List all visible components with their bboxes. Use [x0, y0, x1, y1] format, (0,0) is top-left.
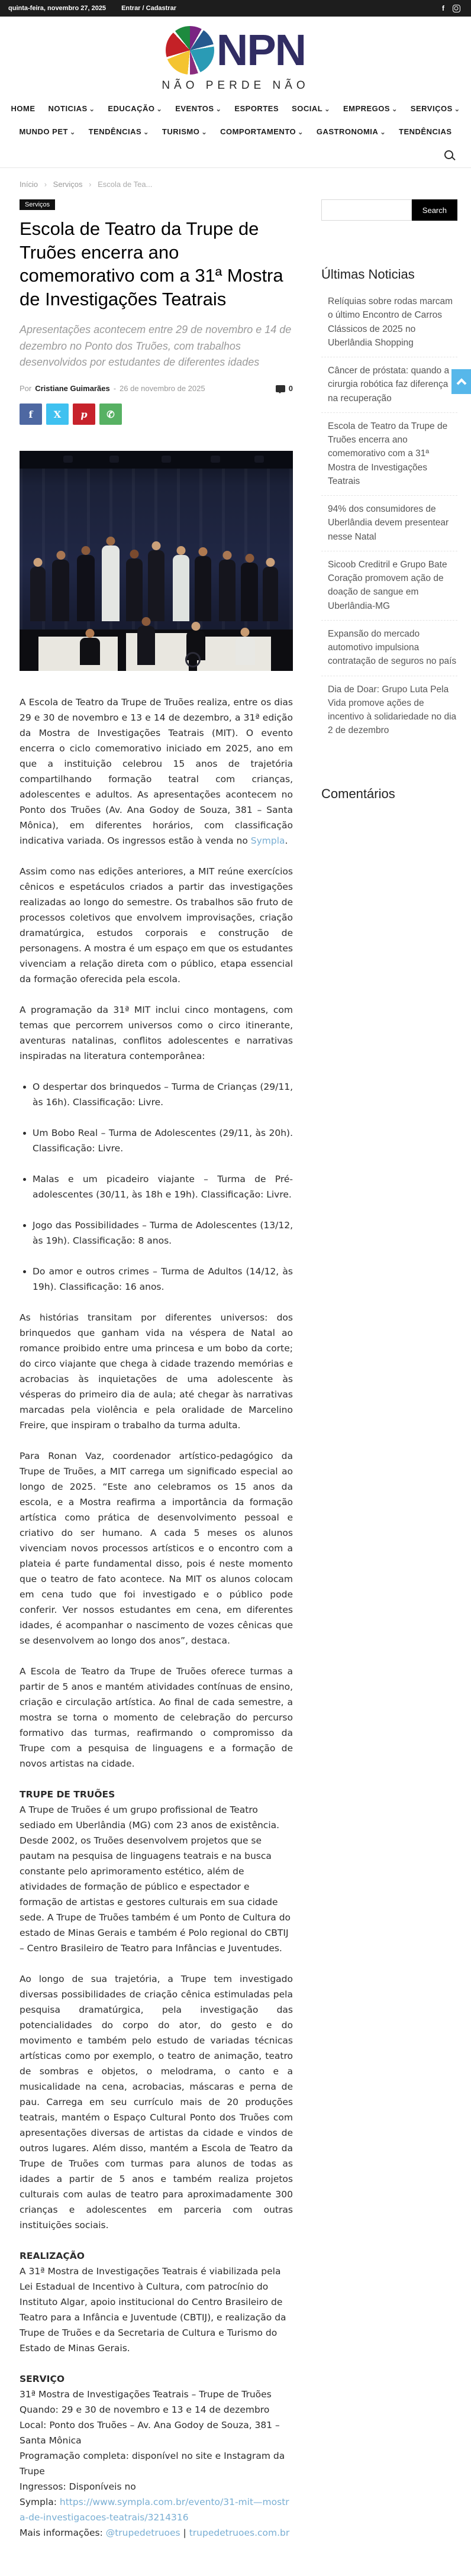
category-badge[interactable]: Serviços: [20, 199, 55, 210]
nav-row-1: [0, 104, 471, 113]
latest-news-item[interactable]: Escola de Teatro da Trupe de Truões encerra ano comemorativo com a 31ª Mostra de Investigações Teatrais: [321, 413, 457, 496]
nav-label: EVENTOS: [175, 104, 214, 113]
program-list: [22, 1079, 293, 1295]
author-link[interactable]: Cristiane Guimarães: [35, 384, 110, 393]
facebook-icon[interactable]: f: [442, 4, 444, 12]
instagram-handle-link[interactable]: @trupedetruoes: [105, 2527, 180, 2539]
nav-label: COMPORTAMENTO: [220, 127, 296, 136]
latest-news-item[interactable]: Câncer de próstata: quando a cirurgia robótica faz diferença na recuperação: [321, 357, 457, 413]
section-heading-realizacao: REALIZAÇÃO: [20, 2251, 85, 2262]
top-bar: [0, 0, 471, 17]
nav-item-empregos[interactable]: [343, 104, 398, 113]
instagram-icon[interactable]: [450, 4, 463, 13]
nav-item-educacao[interactable]: [108, 104, 162, 113]
service-line-5: Ingressos: Disponíveis no: [20, 2481, 136, 2493]
service-separator: |: [180, 2527, 189, 2539]
latest-news-item[interactable]: Relíquias sobre rodas marcam o último Encontro de Carros Clássicos de 2025 no Uberlândia Shopping: [321, 288, 457, 357]
article-body: [20, 695, 293, 2541]
person-figure: [77, 555, 95, 621]
nav-label: SOCIAL: [292, 104, 323, 113]
stage-light: [109, 456, 119, 463]
nav-item-social[interactable]: [292, 104, 330, 113]
stage-light: [211, 456, 220, 463]
stage-light: [63, 456, 73, 463]
nav-label: TURISMO: [162, 127, 200, 136]
chevron-down-icon: ⌄: [298, 129, 304, 136]
chevron-up-icon: [456, 378, 466, 388]
paragraph-1: [20, 695, 293, 848]
wheelchair-wheel: [185, 652, 201, 667]
stage-mat: [38, 637, 118, 671]
nav-label: ESPORTES: [234, 104, 279, 113]
breadcrumb-current: Escola de Tea...: [98, 180, 153, 189]
program-item: • Jogo das Possibilidades – Turma de Adolescentes (13/12, às 19h). Classificação: 8 anos.: [33, 1218, 293, 1248]
latest-news-item[interactable]: 94% dos consumidores de Uberlândia devem presentear nesse Natal: [321, 496, 457, 551]
nav-item-eventos[interactable]: [175, 104, 221, 113]
sidebar: [321, 196, 457, 802]
paragraph-9: A 31ª Mostra de Investigações Teatrais é viabilizada pela Lei Estadual de Incentivo à Cultura, com patrocínio do Instituto Algar, apoio institucional do Centro Brasileiro de Teatro para a Infância e Juventude (CBTIJ), e realização da Trupe de Truões e da Secretaria de Cultura e Turismo do Estado de Minas Gerais.: [20, 2266, 286, 2354]
login-link[interactable]: Entrar / Cadastrar: [121, 5, 176, 12]
person-figure: [137, 626, 155, 665]
nav-label: TENDÊNCIAS: [399, 127, 452, 136]
paragraph-4: As histórias transitam por diferentes universos: dos brinquedos que ganham vida na véspera de Natal ao romance proibido entre uma princesa e um bobo da corte; do circo viajante que chega à cidade trazendo memórias e acrobacias às inquietações de uma adolescente às vésperas do primeiro dia de aula; até chegar às narrativas marcadas pela violência e pela oralidade de Marcelino Freire, que inspiram o trabalho da turma adulta.: [20, 1312, 293, 1431]
chevron-down-icon: ⌄: [156, 106, 163, 113]
article-column: [20, 196, 293, 2541]
nav-label: MUNDO PET: [19, 127, 68, 136]
person-figure: [80, 638, 100, 665]
paragraph-5: Para Ronan Vaz, coordenador artístico-pedagógico da Trupe de Truões, a MIT carrega um significado especial ao longo de 2025. “Este ano celebramos os 15 anos da escola, e a Mostra reafirma a importância da formação artística como prática de desenvolvimento pessoal e criativo do ser humano. A cada 5 meses os alunos vivenciam novos processos artísticos e o encontro com a plateia é parte fundamental disso, pois é neste momento que o teatro de fato acontece. Na MIT os alunos colocam em cena tudo que foi investigado e o público pode conferir. Ver nossos estudantes em cena, em diferentes idades, é acompanhar o nascimento de vozes cênicas que se desenvolvem ao longo dos anos”, destaca.: [20, 1451, 293, 1647]
nav-label: TENDÊNCIAS: [88, 127, 142, 136]
section-heading-servico: SERVIÇO: [20, 2374, 65, 2385]
nav-item-tendencias-2[interactable]: [399, 127, 452, 136]
service-block: [20, 2371, 293, 2541]
paragraph-text: A Escola de Teatro da Trupe de Truões realiza, entre os dias 29 e 30 de novembro e 13 e 14 de dezembro, a 31ª edição da Mostra de Investigações Teatrais (MIT). O evento encerra o ciclo comemorativo iniciado em 2025, ano em que a instituição celebrou 15 anos de trajetória compartilhando formação teatral com crianças, adolescentes e adultos. As apresentações acontecem no Ponto dos Truões (Av. Ana Godoy de Souza, 381 – Santa Mônica), em diferentes horários, com classificação indicativa variada. Os ingressos estão à venda no: [20, 697, 293, 847]
person-figure: [30, 567, 46, 621]
sympla-url-link[interactable]: https://www.sympla.com.br/evento/31-mit—mostra-de-investigacoes-teatrais/3214316: [20, 2497, 289, 2523]
person-figure: [195, 556, 211, 621]
share-pinterest-button[interactable]: p: [73, 403, 95, 425]
latest-news-heading: Últimas Noticias: [321, 267, 415, 282]
chevron-down-icon: ⌄: [69, 129, 76, 136]
sidebar-search: [321, 199, 457, 221]
paragraph-3: A programação da 31ª MIT inclui cinco montagens, com temas que percorrem universos como o circo itinerante, aventuras natalinas, conflitos adolescentes e narrativas inspiradas na literatura contemporânea:: [20, 1005, 293, 1062]
chevron-down-icon: ⌄: [454, 106, 460, 113]
latest-news-item[interactable]: Sicoob Creditril e Grupo Bate Coração promovem ação de doação de sangue em Uberlândia-MG: [321, 551, 457, 621]
nav-label: EMPREGOS: [343, 104, 391, 113]
scroll-to-top-button[interactable]: [451, 369, 471, 394]
site-header: [0, 17, 471, 168]
chevron-down-icon: ⌄: [201, 129, 208, 136]
person-figure: [173, 555, 189, 621]
nav-item-noticias[interactable]: [49, 104, 95, 113]
header-search: [0, 150, 471, 167]
publish-date: 26 de novembro de 2025: [120, 384, 205, 393]
share-x-button[interactable]: X: [46, 403, 69, 425]
nav-label: EDUCAÇÃO: [108, 104, 155, 113]
byline: [20, 384, 293, 393]
program-item: • Malas e um picadeiro viajante – Turma de Pré-adolescentes (30/11, às 18h e 19h). Classificação: Livre.: [33, 1171, 293, 1202]
service-line-7: [20, 2525, 293, 2541]
chevron-down-icon: ⌄: [143, 129, 149, 136]
site-logo[interactable]: [0, 26, 471, 75]
service-label: Sympla:: [20, 2497, 60, 2508]
nav-item-mundo-pet[interactable]: [19, 127, 75, 136]
chevron-down-icon: ⌄: [215, 106, 222, 113]
share-whatsapp-button[interactable]: ✆: [99, 403, 122, 425]
instagram-glyph: [453, 5, 460, 12]
nav-row-2: [0, 127, 471, 136]
breadcrumb: [0, 168, 471, 196]
person-figure: [102, 545, 120, 621]
chevron-down-icon: ⌄: [89, 106, 95, 113]
stage-mat: [126, 633, 189, 671]
logo-text: NPN: [216, 25, 306, 75]
program-item: • O despertar dos brinquedos – Turma de Crianças (29/11, às 16h). Classificação: Livre.: [33, 1079, 293, 1110]
service-line-4: Programação completa: disponível no site e Instagram da Trupe: [20, 2451, 285, 2477]
paragraph-8: Ao longo de sua trajetória, a Trupe tem investigado diversas possibilidades de criação cênica estimuladas pela pesquisa dramatúrgica, pela investigação das potencialidades do corpo do ator, do gesto e do movimento e também pelo estudo de variadas técnicas artísticas como por exemplo, o teatro de animação, teatro de sombras e objetos, o melodrama, o canto e a musicalidade na cena, acrobacias, máscaras e perna de pau. Carrega em seu currículo mais de 20 produções teatrais, mantém o Espaço Cultural Ponto dos Truões com apresentações diversas de artistas da cidade e vindos de outros lugares. Além disso, mantém a Escola de Teatro da Trupe de Truões com turmas para alunos de todas as idades a partir de 5 anos e também realiza projetos culturais com aulas de teatro para aproximadamente 300 crianças e adolescentes em parceria com outras instituições sociais.: [20, 1974, 293, 2231]
person-figure: [236, 637, 255, 665]
nav-label: SERVIÇOS: [410, 104, 453, 113]
paragraph-6: A Escola de Teatro da Trupe de Truões oferece turmas a partir de 5 anos e mantém atividades contínuas de ensino, criação e circulação artística. Ao final de cada semestre, a mostra se torna o momento de celebração do percurso formativo das turmas, reafirmando o compromisso da Trupe com a pesquisa de linguagens e a formação de novos artistas na cidade.: [20, 1666, 293, 1770]
service-line-2: Quando: 29 e 30 de novembro e 13 e 14 de dezembro: [20, 2404, 270, 2416]
search-icon[interactable]: [444, 150, 453, 159]
chevron-down-icon: ⌄: [380, 129, 386, 136]
share-buttons: [20, 403, 293, 425]
nav-item-esportes[interactable]: [234, 104, 279, 113]
nav-item-turismo[interactable]: [162, 127, 207, 136]
breadcrumb-separator: ›: [89, 180, 92, 189]
nav-item-servicos[interactable]: [411, 104, 460, 113]
sympla-link[interactable]: Sympla: [250, 835, 285, 847]
logo-tagline: NÃO PERDE NÃO: [162, 79, 309, 92]
program-item: • Do amor e outros crimes – Turma de Adultos (14/12, às 19h). Classificação: 16 anos.: [33, 1264, 293, 1295]
chevron-down-icon: ⌄: [324, 106, 330, 113]
latest-news-list: [321, 288, 457, 745]
content-area: [0, 196, 471, 2576]
person-figure: [52, 560, 69, 621]
comments-count[interactable]: [276, 384, 293, 393]
share-facebook-button[interactable]: f: [20, 403, 42, 425]
website-link[interactable]: trupedetruoes.com.br: [189, 2527, 290, 2539]
nav-item-gastronomia[interactable]: [317, 127, 386, 136]
comment-bubble-icon: [276, 385, 285, 392]
service-line-3: Local: Ponto dos Truões – Av. Ana Godoy de Souza, 381 – Santa Mônica: [20, 2420, 280, 2446]
person-figure: [219, 560, 236, 621]
current-date: quinta-feira, novembro 27, 2025: [8, 5, 107, 12]
nav-item-home[interactable]: [11, 104, 36, 113]
search-button[interactable]: Search: [412, 199, 457, 221]
service-line-1: 31ª Mostra de Investigações Teatrais – Trupe de Truões: [20, 2389, 272, 2400]
paragraph-2: Assim como nas edições anteriores, a MIT reúne exercícios cênicos e espetáculos criados a partir das investigações realizadas ao longo do semestre. Os trabalhos são fruto de processos coletivos que envolvem improvisações, criação dramatúrgica, estudos corporais e construção de personagens. A mostra é um espaço em que os estudantes vivenciam a relação direta com o público, etapa essencial da formação oferecida pela escola.: [20, 866, 293, 985]
nav-item-comportamento[interactable]: [220, 127, 304, 136]
service-line-6: [20, 2494, 293, 2525]
comments-count-value: 0: [288, 384, 293, 393]
byline-separator: -: [113, 384, 117, 393]
paragraph-text: .: [285, 835, 288, 847]
stage-light: [254, 456, 264, 463]
byline-prefix: Por: [20, 384, 32, 393]
article-subtitle: Apresentações acontecem entre 29 de novembro e 14 de dezembro no Ponto dos Truões, com trabalhos desenvolvidos por estudantes de diferentes idades: [20, 323, 292, 369]
globe-logo-icon: [166, 26, 214, 75]
nav-item-tendencias[interactable]: [89, 127, 149, 136]
person-figure: [263, 567, 278, 621]
search-input[interactable]: [321, 199, 412, 221]
breadcrumb-servicos[interactable]: Serviços: [53, 180, 83, 189]
latest-news-item[interactable]: Expansão do mercado automotivo impulsiona contratação de seguros no país: [321, 621, 457, 676]
article-image: [20, 451, 293, 671]
section-heading-trupe: TRUPE DE TRUÕES: [20, 1789, 115, 1800]
chevron-down-icon: ⌄: [392, 106, 398, 113]
program-item: • Um Bobo Real – Turma de Adolescentes (29/11, às 20h). Classificação: Livre.: [33, 1125, 293, 1156]
paragraph-7: A Trupe de Truões é um grupo profissional de Teatro sediado em Uberlândia (MG) com 23 anos de existência. Desde 2002, os Truões desenvolvem projetos que se pautam na pesquisa de linguagens teatrais e na busca constante pelo aprimoramento estético, além de atividades de formação de público e espectador e formação de artistas e gestores culturais em sua cidade sede. A Trupe de Truões também é um Ponto de Cultura do estado de Minas Gerais e também é Polo regional do CBTIJ – Centro Brasileiro de Teatro para Infâncias e Juventudes.: [20, 1805, 291, 1954]
breadcrumb-home[interactable]: Início: [20, 180, 38, 189]
stage-light: [162, 456, 171, 463]
comments-heading: Comentários: [321, 786, 395, 801]
nav-label: GASTRONOMIA: [316, 127, 379, 136]
latest-news-item[interactable]: Dia de Doar: Grupo Luta Pela Vida promove ações de incentivo à solidariedade no dia 2 de dezembro: [328, 684, 457, 736]
main-nav: [0, 104, 471, 136]
nav-label: NOTICIAS: [48, 104, 88, 113]
stage-mat: [197, 637, 271, 671]
page-title: Escola de Teatro da Trupe de Truões encerra ano comemorativo com a 31ª Mostra de Investigações Teatrais: [20, 218, 283, 310]
person-figure: [148, 550, 164, 621]
nav-label: HOME: [11, 104, 36, 113]
person-figure: [241, 563, 258, 621]
person-figure: [126, 559, 143, 621]
service-label: Mais informações:: [20, 2527, 106, 2539]
stage-truss: [20, 451, 293, 469]
breadcrumb-separator: ›: [44, 180, 47, 189]
